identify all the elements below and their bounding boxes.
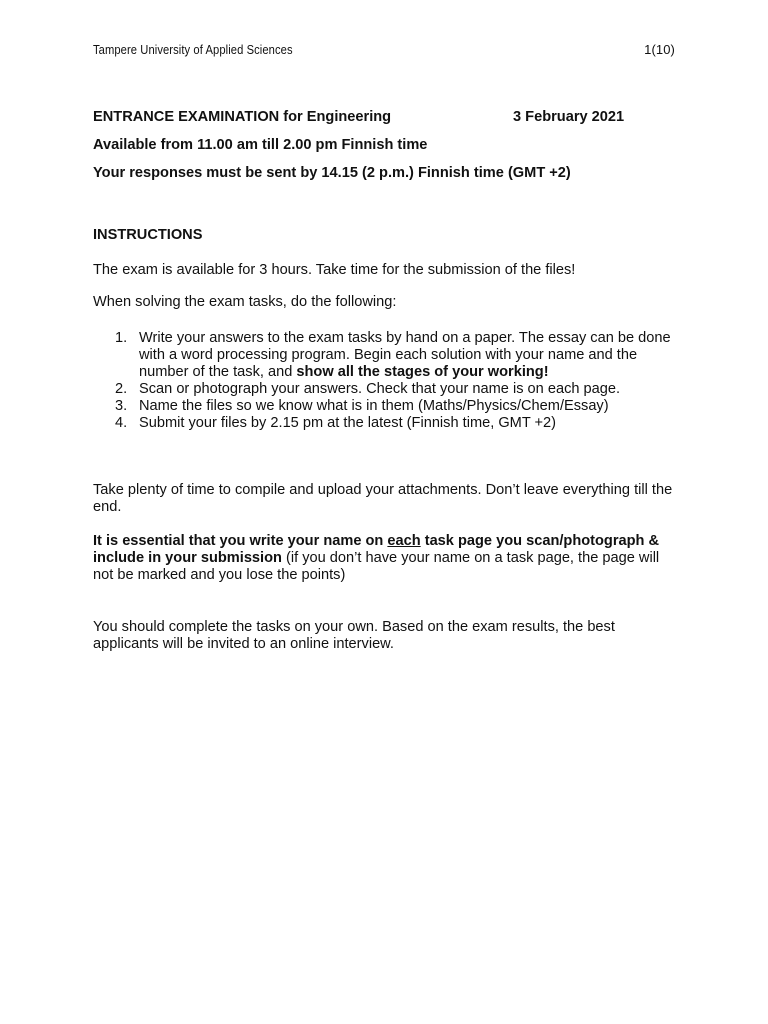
page-header	[93, 42, 675, 60]
list-item-number: 2.	[115, 381, 128, 397]
availability-line: Available from 11.00 am till 2.00 pm Finnish time	[93, 137, 428, 153]
essential-prefix: It is essential that you write your name on	[93, 533, 388, 549]
deadline-line: Your responses must be sent by 14.15 (2 p.m.) Finnish time (GMT +2)	[93, 165, 571, 181]
name-requirement-note	[93, 533, 683, 584]
list-item-emphasis: show all the stages of your working!	[296, 364, 549, 380]
list-item-number: 3.	[115, 398, 128, 414]
essential-mid: task page you scan/photograph & include in your submission	[93, 533, 660, 566]
essential-underlined: each	[387, 533, 421, 549]
instructions-lead: When solving the exam tasks, do the following:	[93, 294, 397, 310]
list-item-number: 1.	[115, 330, 128, 346]
list-item-number: 4.	[115, 415, 128, 431]
list-item-text: Name the files so we know what is in them (Maths/Physics/Chem/Essay)	[139, 398, 609, 414]
page-number: 1(10)	[644, 42, 675, 57]
list-item	[93, 330, 683, 381]
upload-time-note: Take plenty of time to compile and upload your attachments. Don’t leave everything till the end.	[93, 482, 673, 515]
list-item	[93, 398, 683, 415]
list-item-text: Write your answers to the exam tasks by hand on a paper. The essay can be done with a word processing program. Begin each solution with your name and the number of the task, and	[139, 330, 671, 380]
instructions-heading: INSTRUCTIONS	[93, 227, 203, 243]
essential-rest: (if you don’t have your name on a task page, the page will not be marked and you lose the points)	[93, 550, 660, 583]
own-work-note: You should complete the tasks on your own. Based on the exam results, the best applicants will be invited to an online interview.	[93, 619, 615, 652]
organization-name: Tampere University of Applied Sciences	[93, 42, 293, 57]
list-item-text: Scan or photograph your answers. Check that your name is on each page.	[139, 381, 621, 397]
exam-duration-note: The exam is available for 3 hours. Take time for the submission of the files!	[93, 262, 576, 278]
instruction-list	[93, 330, 683, 432]
exam-title: ENTRANCE EXAMINATION for Engineering	[93, 109, 392, 125]
list-item	[93, 415, 683, 432]
exam-date: 3 February 2021	[513, 109, 625, 125]
exam-title-line	[93, 109, 633, 125]
list-item-text: Submit your files by 2.15 pm at the latest (Finnish time, GMT +2)	[139, 415, 557, 431]
list-item	[93, 381, 683, 398]
